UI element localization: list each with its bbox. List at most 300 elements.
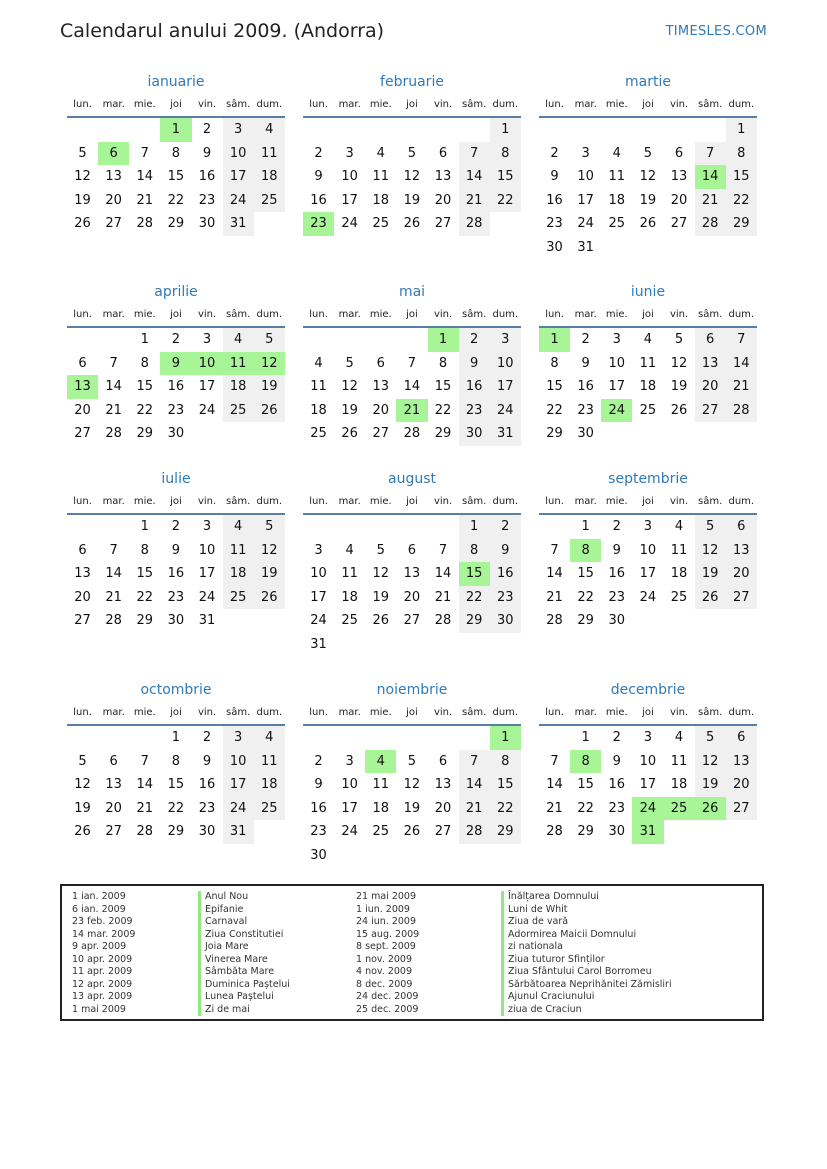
day-cell: 21	[695, 189, 726, 213]
day-cell: 8	[438, 355, 448, 371]
day-cell: 13	[726, 539, 757, 563]
day-cell: 19	[74, 800, 91, 816]
day-cell: 11	[341, 566, 358, 582]
day-cell: 14	[105, 379, 122, 395]
day-cell: 6	[695, 328, 726, 352]
day-cell: 28	[546, 613, 563, 629]
day-cell: 15	[577, 777, 594, 793]
day-cell: 28	[434, 613, 452, 629]
holiday-name: Lunea Paștelui	[198, 991, 290, 1004]
day-cell: 11	[372, 169, 390, 185]
day-grid	[67, 726, 285, 844]
legend-dates-right	[356, 891, 419, 1016]
empty-cell	[303, 515, 334, 539]
day-cell: 18	[254, 773, 285, 797]
day-cell: 4	[376, 145, 385, 161]
weekday-label: vin.	[669, 99, 689, 110]
empty-cell	[67, 515, 98, 539]
weekday-label: sâm.	[462, 99, 487, 110]
day-cell: 25	[341, 613, 358, 629]
empty-cell	[334, 726, 365, 750]
day-cell: 9	[612, 542, 621, 558]
page-title: Calendarul anului 2009. (Andorra)	[60, 20, 385, 42]
day-cell: 11	[639, 355, 657, 371]
day-cell: 11	[608, 169, 626, 185]
day-cell: 24	[639, 589, 657, 605]
day-cell: 20	[726, 562, 757, 586]
day-cell: 14	[726, 352, 757, 376]
day-cell: 21	[459, 797, 490, 821]
day-cell: 19	[74, 192, 91, 208]
weekday-label: lun.	[545, 309, 564, 320]
weekday-header	[67, 94, 285, 118]
day-cell: 3	[643, 519, 653, 534]
day-cell: 22	[459, 586, 490, 610]
weekday-label: sâm.	[226, 496, 251, 507]
empty-cell	[129, 726, 160, 750]
holiday-name: Ziua Constitutiei	[198, 929, 290, 942]
day-cell: 22	[434, 402, 452, 418]
month-name: ianuarie	[147, 74, 205, 90]
day-cell: 21	[105, 589, 122, 605]
day-cell: 10	[198, 542, 216, 558]
empty-cell	[428, 118, 459, 142]
day-cell: 10	[608, 355, 626, 371]
day-cell: 18	[670, 566, 688, 582]
day-cell: 27	[726, 586, 757, 610]
holiday-name: zi nationala	[501, 941, 672, 954]
month-name: februarie	[380, 74, 444, 90]
holiday-date: 14 mar. 2009	[72, 928, 136, 940]
weekday-label: joi	[170, 309, 182, 320]
day-cell: 29	[136, 613, 154, 629]
day-cell: 5	[376, 542, 385, 558]
holiday-name: Joia Mare	[198, 941, 290, 954]
weekday-label: mie.	[369, 309, 392, 320]
empty-cell	[396, 328, 427, 352]
day-cell: 27	[74, 613, 91, 629]
day-cell: 19	[670, 379, 688, 395]
holiday-name: Epifanie	[198, 904, 290, 917]
day-cell: 2	[550, 145, 559, 161]
day-cell: 13	[74, 566, 91, 582]
day-cell: 8	[490, 750, 521, 774]
day-cell: 29	[459, 609, 490, 633]
day-cell: 19	[695, 773, 726, 797]
day-cell: 28	[726, 399, 757, 423]
day-cell: 22	[577, 589, 594, 605]
day-cell: 24	[198, 589, 216, 605]
day-cell: 16	[608, 777, 626, 793]
day-cell: 24	[310, 613, 327, 629]
weekday-label: lun.	[545, 99, 564, 110]
day-cell: 9	[459, 352, 490, 376]
weekday-label: joi	[642, 707, 654, 718]
weekday-label: joi	[170, 496, 182, 507]
day-cell: 19	[254, 562, 285, 586]
day-cell: 24	[341, 216, 358, 232]
day-cell: 27	[670, 216, 688, 232]
day-cell: 28	[403, 426, 421, 442]
day-cell: 5	[407, 753, 417, 769]
day-cell: 2	[581, 332, 590, 347]
day-grid	[303, 118, 521, 236]
holiday-day-cell: 31	[632, 820, 663, 844]
day-cell: 9	[171, 542, 181, 558]
day-cell: 4	[254, 118, 285, 142]
day-cell: 18	[372, 800, 390, 816]
day-cell: 8	[459, 539, 490, 563]
day-cell: 26	[670, 402, 688, 418]
day-cell: 7	[459, 750, 490, 774]
day-cell: 30	[167, 613, 185, 629]
day-cell: 25	[372, 824, 390, 840]
day-cell: 10	[341, 169, 358, 185]
empty-cell	[428, 515, 459, 539]
month-name: martie	[625, 74, 671, 90]
day-cell: 12	[254, 539, 285, 563]
day-cell: 1	[490, 118, 521, 142]
day-cell: 6	[726, 726, 757, 750]
day-cell: 2	[202, 730, 212, 745]
holiday-name: Duminica Paștelui	[198, 979, 290, 992]
weekday-label: mie.	[133, 99, 156, 110]
day-cell: 13	[695, 352, 726, 376]
day-cell: 21	[136, 800, 154, 816]
day-cell: 24	[341, 824, 358, 840]
weekday-label: joi	[170, 99, 182, 110]
day-cell: 9	[314, 777, 323, 793]
day-cell: 22	[546, 402, 563, 418]
month-februarie	[303, 70, 521, 236]
day-cell: 3	[612, 332, 621, 347]
day-cell: 28	[105, 426, 122, 442]
day-cell: 29	[577, 613, 594, 629]
day-cell: 22	[490, 797, 521, 821]
holiday-name: Carnaval	[198, 916, 290, 929]
month-aprilie	[67, 280, 285, 446]
weekday-label: dum.	[492, 309, 519, 320]
day-cell: 19	[341, 402, 358, 418]
day-cell: 3	[490, 328, 521, 352]
day-grid	[303, 328, 521, 446]
day-cell: 12	[695, 750, 726, 774]
brand-link[interactable]: TIMESLES.COM	[665, 24, 767, 39]
day-cell: 8	[140, 542, 149, 558]
weekday-label: sâm.	[698, 99, 723, 110]
day-cell: 10	[223, 142, 254, 166]
day-grid	[67, 328, 285, 446]
holiday-name: Sâmbăta Mare	[198, 966, 290, 979]
day-cell: 2	[171, 519, 181, 534]
day-cell: 23	[608, 589, 626, 605]
day-cell: 9	[202, 753, 212, 769]
empty-cell	[98, 118, 129, 142]
day-cell: 21	[546, 800, 563, 816]
day-cell: 29	[167, 824, 185, 840]
day-cell: 13	[403, 566, 421, 582]
day-cell: 30	[167, 426, 185, 442]
holiday-day-cell: 4	[365, 750, 396, 774]
holiday-name: Vinerea Mare	[198, 954, 290, 967]
day-cell: 17	[198, 379, 216, 395]
month-mai	[303, 280, 521, 446]
holiday-day-cell: 8	[570, 750, 601, 774]
weekday-label: mar.	[102, 309, 125, 320]
day-cell: 8	[490, 142, 521, 166]
day-cell: 24	[577, 216, 594, 232]
month-name: august	[388, 471, 436, 487]
day-cell: 1	[140, 519, 149, 534]
day-cell: 15	[136, 566, 154, 582]
weekday-header	[303, 491, 521, 515]
day-cell: 2	[490, 515, 521, 539]
day-cell: 25	[608, 216, 626, 232]
day-cell: 1	[171, 730, 181, 745]
month-name: mai	[398, 284, 426, 300]
day-cell: 11	[670, 753, 688, 769]
weekday-label: lun.	[309, 707, 328, 718]
day-cell: 15	[490, 165, 521, 189]
weekday-label: dum.	[492, 707, 519, 718]
weekday-label: dum.	[256, 707, 283, 718]
holiday-legend	[60, 884, 764, 1021]
holiday-day-cell: 1	[428, 328, 459, 352]
empty-cell	[539, 118, 570, 142]
day-cell: 17	[639, 777, 657, 793]
day-cell: 11	[223, 539, 254, 563]
day-cell: 8	[140, 355, 149, 371]
holiday-date: 8 dec. 2009	[356, 978, 413, 990]
day-grid	[539, 118, 757, 260]
weekday-label: vin.	[669, 309, 689, 320]
holiday-name: Zi de mai	[198, 1004, 290, 1017]
holiday-day-cell: 9	[160, 352, 191, 376]
day-cell: 12	[695, 539, 726, 563]
empty-cell	[129, 118, 160, 142]
weekday-label: mar.	[574, 309, 597, 320]
day-cell: 5	[407, 145, 417, 161]
month-name: octombrie	[140, 682, 212, 698]
day-cell: 8	[550, 355, 559, 371]
day-cell: 18	[310, 402, 327, 418]
day-cell: 30	[459, 422, 490, 446]
day-cell: 7	[140, 145, 149, 161]
weekday-label: joi	[642, 99, 654, 110]
month-ianuarie	[67, 70, 285, 236]
day-cell: 19	[254, 375, 285, 399]
empty-cell	[303, 726, 334, 750]
day-cell: 5	[254, 328, 285, 352]
day-cell: 28	[136, 216, 154, 232]
legend-dates-left	[72, 891, 135, 1016]
day-cell: 31	[310, 636, 327, 652]
day-cell: 6	[674, 145, 684, 161]
day-cell: 24	[490, 399, 521, 423]
day-cell: 6	[109, 753, 118, 769]
day-cell: 3	[345, 145, 354, 161]
day-cell: 14	[546, 777, 563, 793]
weekday-label: mie.	[605, 309, 628, 320]
weekday-label: vin.	[433, 309, 453, 320]
day-cell: 6	[438, 753, 448, 769]
day-cell: 20	[74, 402, 91, 418]
empty-cell	[334, 515, 365, 539]
day-cell: 12	[403, 777, 421, 793]
holiday-date: 13 apr. 2009	[72, 991, 133, 1002]
day-cell: 16	[198, 169, 216, 185]
day-cell: 20	[105, 800, 122, 816]
day-grid	[303, 726, 521, 868]
day-cell: 7	[109, 542, 118, 558]
holiday-date: 1 nov. 2009	[356, 953, 412, 965]
day-cell: 26	[341, 426, 358, 442]
weekday-label: mie.	[133, 707, 156, 718]
day-cell: 27	[403, 613, 421, 629]
empty-cell	[428, 726, 459, 750]
day-cell: 5	[643, 145, 653, 161]
day-cell: 7	[726, 328, 757, 352]
weekday-label: dum.	[492, 99, 519, 110]
day-cell: 4	[223, 515, 254, 539]
day-cell: 31	[577, 239, 594, 255]
weekday-label: sâm.	[698, 496, 723, 507]
empty-cell	[396, 118, 427, 142]
weekday-header	[67, 702, 285, 726]
day-cell: 18	[639, 379, 657, 395]
empty-cell	[67, 328, 98, 352]
day-grid	[303, 515, 521, 657]
day-cell: 11	[254, 750, 285, 774]
day-cell: 14	[136, 777, 154, 793]
holiday-day-cell: 11	[223, 352, 254, 376]
empty-cell	[334, 118, 365, 142]
day-cell: 22	[136, 589, 154, 605]
holiday-day-cell: 23	[303, 212, 334, 236]
day-cell: 12	[403, 169, 421, 185]
weekday-label: mie.	[133, 496, 156, 507]
day-cell: 10	[341, 777, 358, 793]
weekday-label: sâm.	[698, 707, 723, 718]
empty-cell	[539, 515, 570, 539]
month-name: iunie	[630, 284, 666, 300]
day-cell: 23	[459, 399, 490, 423]
day-cell: 7	[438, 542, 448, 558]
day-cell: 31	[223, 820, 254, 844]
day-cell: 17	[198, 566, 216, 582]
empty-cell	[334, 328, 365, 352]
weekday-header	[539, 304, 757, 328]
day-cell: 10	[223, 750, 254, 774]
day-cell: 19	[403, 192, 421, 208]
day-cell: 3	[223, 726, 254, 750]
day-cell: 20	[434, 192, 452, 208]
day-cell: 18	[670, 777, 688, 793]
holiday-date: 1 ian. 2009	[72, 891, 126, 902]
holiday-date: 15 aug. 2009	[356, 928, 420, 940]
day-cell: 17	[223, 165, 254, 189]
day-cell: 15	[546, 379, 563, 395]
day-cell: 28	[459, 212, 490, 236]
weekday-label: mie.	[369, 707, 392, 718]
day-cell: 20	[403, 589, 421, 605]
day-cell: 27	[105, 824, 122, 840]
day-cell: 22	[726, 189, 757, 213]
weekday-label: vin.	[433, 496, 453, 507]
weekday-label: mar.	[102, 99, 125, 110]
weekday-label: vin.	[433, 99, 453, 110]
day-cell: 5	[345, 355, 354, 371]
day-cell: 18	[223, 375, 254, 399]
day-grid	[67, 118, 285, 236]
day-cell: 29	[136, 426, 154, 442]
day-cell: 26	[74, 824, 91, 840]
empty-cell	[98, 726, 129, 750]
weekday-header	[67, 304, 285, 328]
weekday-label: mar.	[338, 496, 361, 507]
day-cell: 16	[167, 566, 185, 582]
day-cell: 2	[202, 122, 212, 137]
weekday-label: lun.	[73, 707, 92, 718]
day-cell: 13	[372, 379, 390, 395]
holiday-name: Sărbătoarea Neprihănitei Zămisliri	[501, 979, 672, 992]
day-cell: 3	[223, 118, 254, 142]
weekday-label: dum.	[728, 707, 755, 718]
day-cell: 14	[434, 566, 452, 582]
weekday-label: joi	[642, 496, 654, 507]
day-cell: 21	[434, 589, 452, 605]
day-cell: 18	[254, 165, 285, 189]
day-cell: 18	[608, 192, 626, 208]
day-cell: 15	[167, 777, 185, 793]
day-grid	[539, 515, 757, 633]
weekday-label: mar.	[338, 707, 361, 718]
day-cell: 23	[198, 192, 216, 208]
day-cell: 18	[372, 192, 390, 208]
month-noiembrie	[303, 678, 521, 868]
day-cell: 4	[674, 519, 684, 534]
day-cell: 15	[726, 165, 757, 189]
day-cell: 23	[167, 589, 185, 605]
day-cell: 23	[490, 586, 521, 610]
day-cell: 5	[695, 515, 726, 539]
day-cell: 12	[74, 169, 91, 185]
day-cell: 9	[612, 753, 621, 769]
day-cell: 4	[223, 328, 254, 352]
day-cell: 29	[726, 212, 757, 236]
day-cell: 23	[546, 216, 563, 232]
weekday-label: vin.	[197, 496, 217, 507]
holiday-date: 24 dec. 2009	[356, 991, 419, 1002]
weekday-label: sâm.	[226, 707, 251, 718]
day-cell: 7	[695, 142, 726, 166]
day-cell: 1	[726, 118, 757, 142]
holiday-day-cell: 1	[539, 328, 570, 352]
holiday-date: 24 iun. 2009	[356, 916, 417, 927]
day-cell: 23	[167, 402, 185, 418]
empty-cell	[539, 726, 570, 750]
weekday-label: mie.	[605, 496, 628, 507]
day-cell: 16	[577, 379, 594, 395]
day-cell: 19	[403, 800, 421, 816]
weekday-label: vin.	[669, 496, 689, 507]
day-cell: 26	[639, 216, 657, 232]
weekday-label: dum.	[256, 99, 283, 110]
day-cell: 14	[546, 566, 563, 582]
holiday-date: 10 apr. 2009	[72, 953, 133, 965]
holiday-day-cell: 10	[192, 352, 223, 376]
empty-cell	[98, 515, 129, 539]
